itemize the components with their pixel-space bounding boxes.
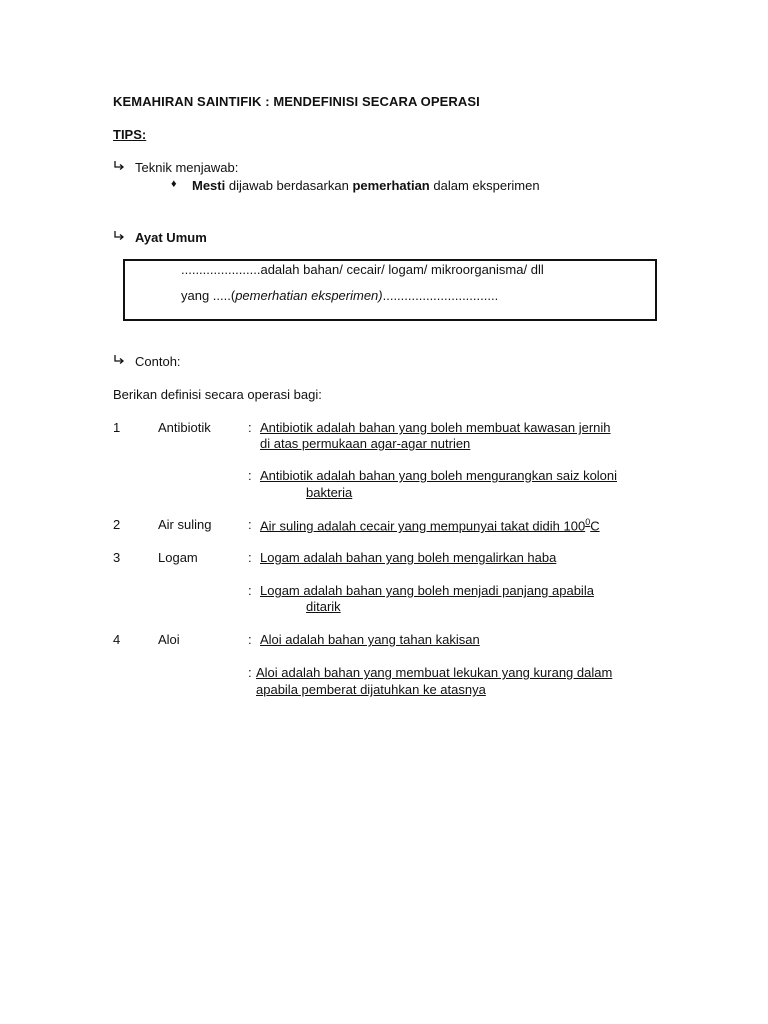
definition-text: kawasan jernih — [523, 420, 611, 435]
definition-text: C — [590, 518, 600, 534]
bullet-text-1: dijawab berdasarkan — [225, 178, 353, 193]
teknik-label: Teknik menjawab: — [135, 160, 239, 175]
colon: : — [248, 632, 252, 647]
definition-line — [260, 420, 611, 435]
definition-text: Antibiotik adalah bahan yang boleh mengurangkan saiz koloni — [260, 468, 618, 483]
definition-text: ditarik — [306, 599, 341, 614]
item-term: Antibiotik — [158, 420, 211, 435]
definition-text: Air suling adalah cecair yang mempunyai takat didih 100 — [260, 518, 586, 534]
contoh-row — [113, 354, 181, 369]
colon: : — [248, 420, 252, 435]
hook-arrow-icon — [113, 160, 135, 175]
bullet-bold-pemerhatian: pemerhatian — [352, 178, 430, 193]
item-term: Aloi — [158, 632, 180, 647]
diamond-bullet-icon: ♦ — [171, 178, 177, 190]
line2-suffix: ................................ — [382, 288, 499, 303]
colon: : — [248, 583, 252, 598]
item-term: Air suling — [158, 517, 212, 532]
superscript: 0 — [585, 517, 591, 527]
definition-text: Aloi adalah bahan yang tahan kakisan — [260, 632, 480, 647]
colon: : — [248, 468, 252, 483]
definition-text: Logam adalah bahan yang boleh menjadi panjang apabila — [260, 583, 594, 598]
hook-arrow-icon — [113, 354, 135, 369]
item-number: 3 — [113, 550, 121, 565]
definition-text: Logam adalah bahan yang boleh mengalirkan haba — [260, 550, 557, 565]
item-number: 2 — [113, 517, 121, 532]
colon: : — [248, 517, 252, 532]
page-title: KEMAHIRAN SAINTIFIK : MENDEFINISI SECARA OPERASI — [113, 94, 480, 109]
item-number: 1 — [113, 420, 121, 435]
definition-text: Aloi adalah bahan yang membuat lekukan yang kurang dalam — [256, 665, 613, 680]
colon: : — [248, 665, 252, 680]
definition-text: Antibiotik adalah bahan yang boleh membuat — [260, 420, 524, 435]
colon: : — [248, 550, 252, 565]
line2-italic: pemerhatian eksperimen) — [235, 288, 383, 303]
ayat-umum-line2 — [181, 288, 498, 303]
ayat-umum-label: Ayat Umum — [135, 230, 207, 245]
definition-line — [260, 517, 600, 533]
ayat-umum-line1: ......................adalah bahan/ cecair/ logam/ mikroorganisma/ dll — [181, 262, 544, 277]
teknik-row — [113, 160, 238, 175]
teknik-bullet — [192, 178, 540, 193]
bullet-text-2: dalam eksperimen — [429, 178, 540, 193]
item-number: 4 — [113, 632, 121, 647]
line2-prefix: yang .....( — [181, 288, 236, 303]
item-term: Logam — [158, 550, 198, 565]
hook-arrow-icon — [113, 230, 135, 245]
definition-text: bakteria — [306, 485, 353, 500]
ayat-umum-row — [113, 230, 207, 245]
contoh-label: Contoh: — [135, 354, 181, 369]
intro-text: Berikan definisi secara operasi bagi: — [113, 387, 322, 402]
definition-text: apabila pemberat dijatuhkan ke atasnya — [256, 682, 486, 697]
bullet-bold-mesti: Mesti — [192, 178, 226, 193]
tips-heading: TIPS: — [113, 127, 147, 142]
definition-text: di atas permukaan agar-agar nutrien — [260, 436, 471, 451]
